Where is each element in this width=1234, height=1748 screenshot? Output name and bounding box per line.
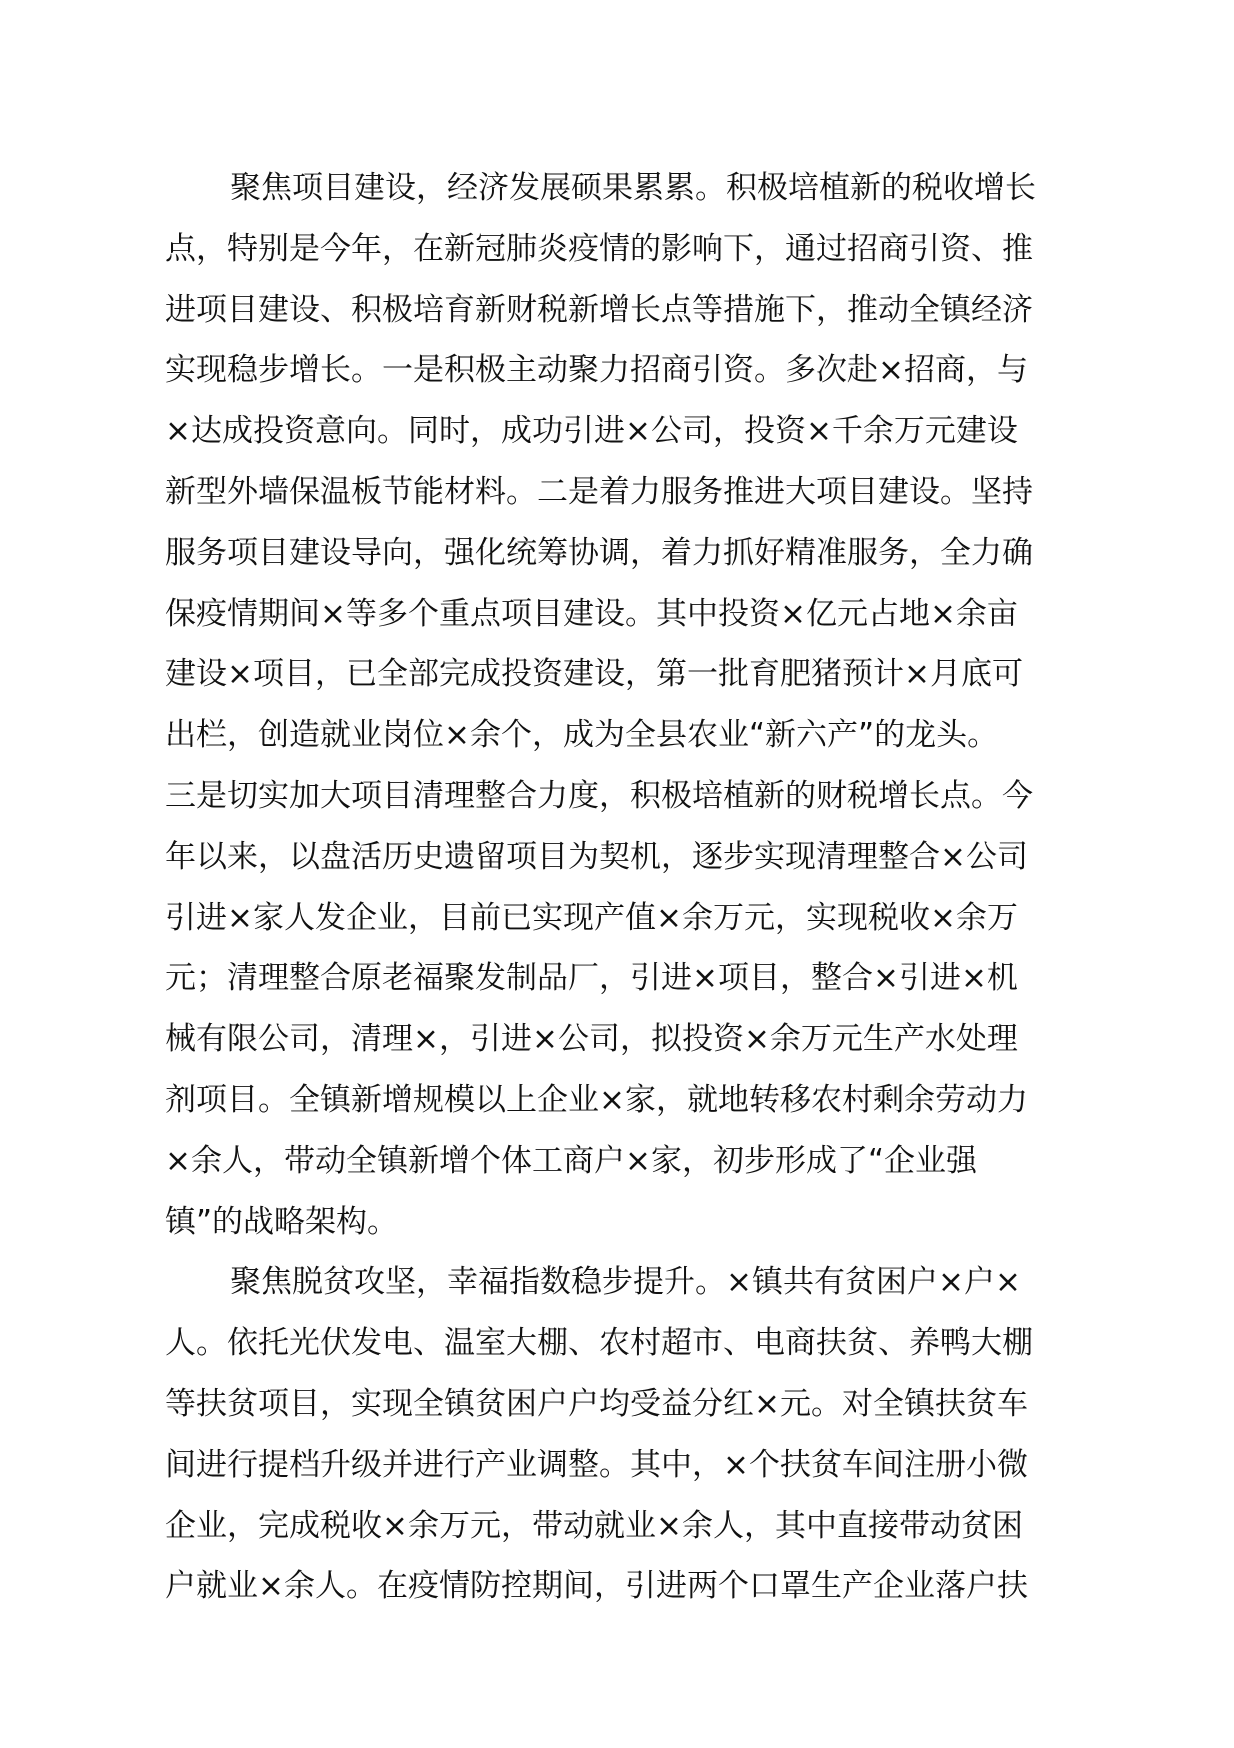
text-line: 镇”的战略架构。: [165, 1203, 399, 1240]
text-line: 年以来，以盘活历史遗留项目为契机，逐步实现清理整合×公司: [165, 838, 1028, 875]
text-line: ×达成投资意向。同时，成功引进×公司，投资×千余万元建设: [165, 413, 1018, 450]
text-line: 聚焦脱贫攻坚，幸福指数稳步提升。×镇共有贫困户×户×: [230, 1264, 1021, 1301]
text-line: 间进行提档升级并进行产业调整。其中，×个扶贫车间注册小微: [165, 1446, 1028, 1483]
paragraph-project-construction: [165, 158, 1107, 1252]
text-line: 聚焦项目建设，经济发展硕果累累。积极培植新的税收增长: [230, 170, 1036, 206]
text-line: 剂项目。全镇新增规模以上企业×家，就地转移农村剩余劳动力: [165, 1081, 1028, 1118]
text-line: 进项目建设、积极培育新财税新增长点等措施下，推动全镇经济: [165, 291, 1033, 328]
text-line: 械有限公司，清理×，引进×公司，拟投资×余万元生产水处理: [165, 1021, 1018, 1058]
text-line: 点，特别是今年，在新冠肺炎疫情的影响下，通过招商引资、推: [165, 230, 1033, 267]
text-line: 等扶贫项目，实现全镇贫困户户均受益分红×元。对全镇扶贫车: [165, 1385, 1028, 1422]
text-line: 服务项目建设导向，强化统筹协调，着力抓好精准服务，全力确: [165, 534, 1033, 571]
text-line: 元；清理整合原老福聚发制品厂，引进×项目，整合×引进×机: [165, 960, 1018, 997]
text-line: 三是切实加大项目清理整合力度，积极培植新的财税增长点。今: [165, 777, 1033, 814]
text-line: 新型外墙保温板节能材料。二是着力服务推进大项目建设。坚持: [165, 473, 1033, 510]
text-line: 出栏，创造就业岗位×余个，成为全县农业“新六产”的龙头。: [165, 717, 999, 754]
text-line: 建设×项目，已全部完成投资建设，第一批育肥猪预计×月底可: [165, 656, 1023, 693]
text-line: 户就业×余人。在疫情防控期间，引进两个口罩生产企业落户扶: [165, 1568, 1028, 1605]
paragraph-poverty-alleviation: [165, 1252, 1107, 1617]
text-line: 人。依托光伏发电、温室大棚、农村超市、电商扶贫、养鸭大棚: [165, 1325, 1033, 1362]
text-line: 实现稳步增长。一是积极主动聚力招商引资。多次赴×招商，与: [165, 352, 1028, 389]
text-line: 企业，完成税收×余万元，带动就业×余人，其中直接带动贫困: [165, 1507, 1023, 1544]
document-body: [165, 158, 1107, 1617]
text-line: 引进×家人发企业，目前已实现产值×余万元，实现税收×余万: [165, 899, 1018, 936]
text-line: 保疫情期间×等多个重点项目建设。其中投资×亿元占地×余亩: [165, 595, 1018, 632]
text-line: ×余人，带动全镇新增个体工商户×家，初步形成了“企业强: [165, 1142, 978, 1179]
